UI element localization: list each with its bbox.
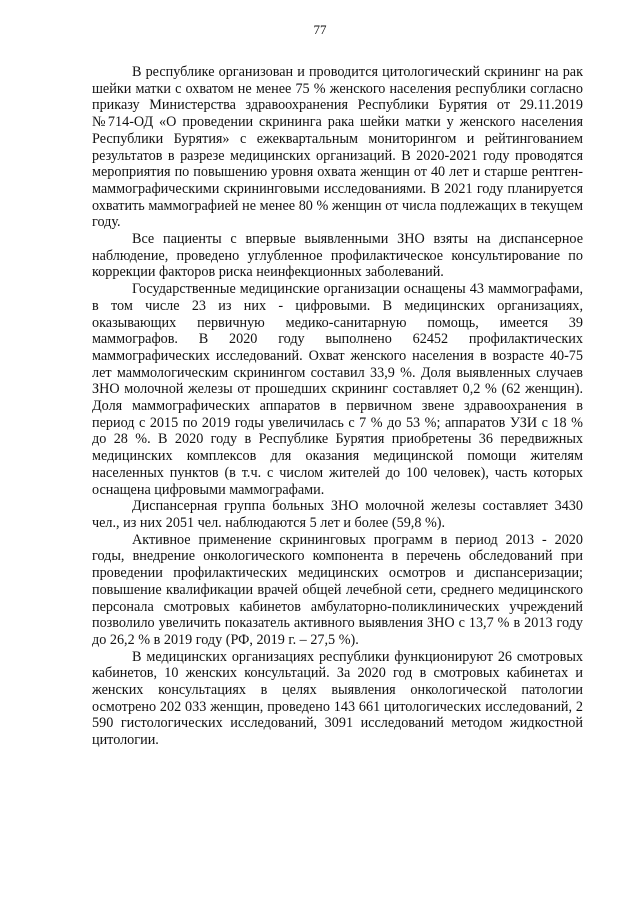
page-body bbox=[92, 64, 583, 749]
paragraph-active-detection: Активное применение скрининговых программ в период 2013 - 2020 годы, внедрение онкологического компонента в перечень обследований при проведении профилактических медицинских осмотров и диспансеризации; повышение квалификации врачей общей лечебной сети, среднего медицинского персонала смотровых кабинетов амбулаторно-поликлинических учреждений позволило увеличить показатель активного выявления ЗНО с 13,7 % в 2013 году до 26,2 % в 2019 году (РФ, 2019 г. – 27,5 %). bbox=[92, 531, 583, 648]
paragraph-mammography-equipment: Государственные медицинские организации оснащены 43 маммографами, в том числе 23 из них - цифровыми. В медицинских организациях, оказывающих первичную медико-санитарную помощь, имеется 39 маммографов. В 2020 году выполнено 62452 профилактических маммографических исследований. Охват женского населения в возрасте 40-75 лет маммологическим скринингом составил 33,9 %. Доля выявленных случаев ЗНО молочной железы от прошедших скрининг составляет 0,2 % (62 женщин). Доля маммографических аппаратов в первичном звене здравоохранения в период с 2015 по 2019 годы увеличилась с 7 % до 53 %; аппаратов УЗИ с 18 % до 28 %. В 2020 году в Республике Бурятия приобретены 36 передвижных медицинских комплексов для оказания медицинской помощи жителям населенных пунктов (в т.ч. с числом жителей до 100 человек), часть которых оснащена цифровыми маммографами. bbox=[92, 281, 583, 498]
paragraph-breast-cancer-group: Диспансерная группа больных ЗНО молочной железы составляет 3430 чел., из них 2051 чел. наблюдаются 5 лет и более (59,8 %). bbox=[92, 498, 583, 531]
paragraph-examination-rooms: В медицинских организациях республики функционируют 26 смотровых кабинетов, 10 женских консультаций. За 2020 год в смотровых кабинетах и женских консультациях в целях выявления онкологической патологии осмотрено 202 033 женщин, проведено 143 661 цитологических исследований, 2 590 гистологических исследований, 3091 исследований методом жидкостной цитологии. bbox=[92, 648, 583, 749]
paragraph-dispensary-observation: Все пациенты с впервые выявленными ЗНО взяты на диспансерное наблюдение, проведено углубленное профилактическое консультирование по коррекции факторов риска неинфекционных заболеваний. bbox=[92, 231, 583, 281]
paragraph-cervical-screening: В республике организован и проводится цитологический скрининг на рак шейки матки с охватом не менее 75 % женского населения республики согласно приказу Министерства здравоохранения Республики Бурятия от 29.11.2019 №714-ОД «О проведении скрининга рака шейки матки у женского населения Республики Бурятия» с ежеквартальным мониторингом и рейтингованием результатов в разрезе медицинских организаций. В 2020-2021 году проводятся мероприятия по повышению уровня охвата женщин от 40 лет и старше рентген-маммографическими скрининговыми исследованиями. В 2021 году планируется охватить маммографией не менее 80 % женщин от числа подлежащих в текущем году. bbox=[92, 64, 583, 231]
page-number: 77 bbox=[313, 22, 327, 37]
